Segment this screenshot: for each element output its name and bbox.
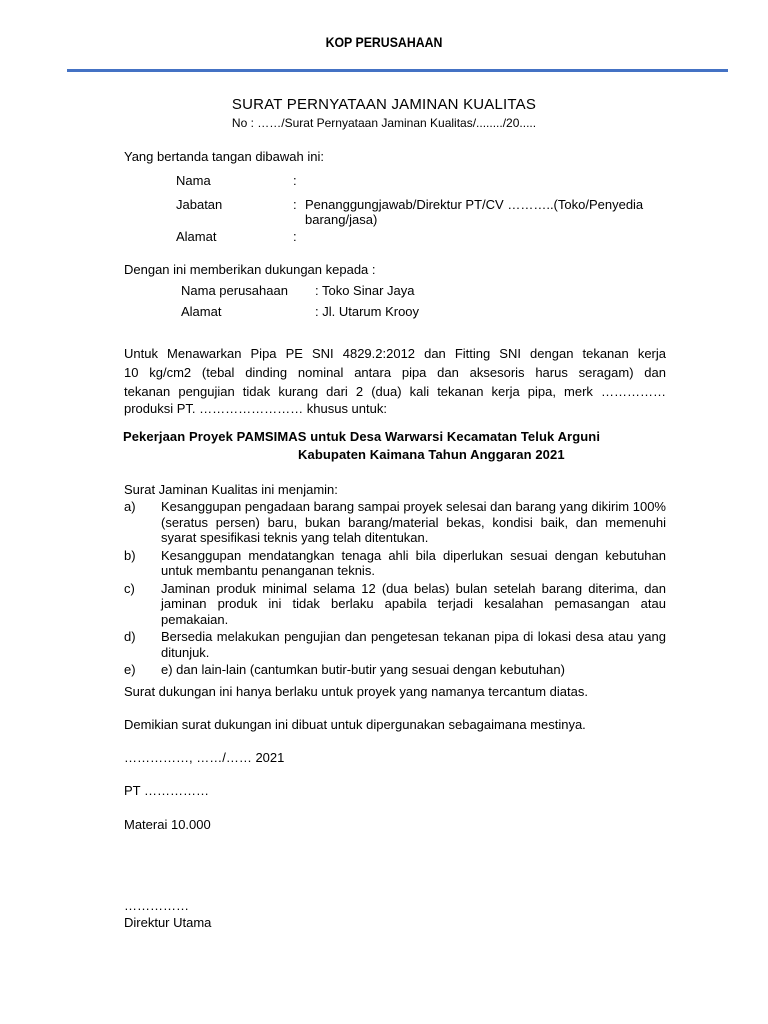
list-text: Kesanggupan mendatangkan tenaga ahli bila diperlukan sesuai dengan kebutuhan untuk membantu penanganan teknis. xyxy=(161,547,666,578)
signer-address-label: Alamat xyxy=(176,229,217,244)
project-line-2: Kabupaten Kaimana Tahun Anggaran 2021 xyxy=(298,447,565,462)
document-number: No : ……/Surat Pernyataan Jaminan Kualitas/......../20..... xyxy=(231,116,537,130)
list-marker: c) xyxy=(124,580,135,596)
place-date: ……………, ……/…… 2021 xyxy=(124,750,285,765)
support-intro: Dengan ini memberikan dukungan kepada : xyxy=(124,262,376,277)
signer-name-label: Nama xyxy=(176,173,211,188)
signer-position-value-cont: barang/jasa) xyxy=(305,212,378,227)
letterhead: KOP PERUSAHAAN xyxy=(325,34,443,50)
offer-line-4: produksi PT. …………………… khusus untuk: xyxy=(124,401,387,416)
support-company-label: Nama perusahaan xyxy=(181,283,288,298)
list-marker: b) xyxy=(124,547,136,563)
list-text: Kesanggupan pengadaan barang sampai proyek selesai dan barang yang dikirim 100% (seratus persen) baru, bukan barang/material bekas, kondisi baik, dan memenuhi syarat spesifikasi teknis yang telah ditentukan. xyxy=(161,499,666,545)
signer-name-colon: : xyxy=(293,173,297,188)
letterhead-rule xyxy=(67,69,728,72)
signer-address-colon: : xyxy=(293,229,297,244)
support-company-value: : Toko Sinar Jaya xyxy=(315,283,415,298)
signer-position-value: Penanggungjawab/Direktur PT/CV ………..(Toko/Penyedia xyxy=(305,197,644,212)
list-item xyxy=(124,499,666,546)
guarantee-intro: Surat Jaminan Kualitas ini menjamin: xyxy=(124,482,338,497)
list-text: Bersedia melakukan pengujian dan pengetesan tekanan pipa di lokasi desa atau yang ditunjuk. xyxy=(161,629,666,660)
list-item xyxy=(124,581,666,628)
list-marker: e) xyxy=(124,662,136,677)
support-address-label: Alamat xyxy=(181,304,222,319)
signer-position-label: Jabatan xyxy=(176,197,223,212)
list-item xyxy=(124,548,666,579)
signature-role: Direktur Utama xyxy=(124,915,212,930)
offer-line-3: tekanan pengujian tidak kurang dari 2 (dua) kali tekanan kerja pipa, merk …………… xyxy=(124,384,666,399)
list-text: e) dan lain-lain (cantumkan butir-butir yang sesuai dengan kebutuhan) xyxy=(161,662,565,677)
document-title: SURAT PERNYATAAN JAMINAN KUALITAS xyxy=(231,96,537,113)
support-address-value: : Jl. Utarum Krooy xyxy=(315,304,420,319)
signature-name: …………… xyxy=(124,898,189,913)
company-sign: PT …………… xyxy=(124,783,209,798)
list-item xyxy=(124,629,666,660)
project-line-1: Pekerjaan Proyek PAMSIMAS untuk Desa Warwarsi Kecamatan Teluk Arguni xyxy=(122,429,601,444)
list-item xyxy=(124,662,666,678)
list-marker: a) xyxy=(124,499,136,514)
offer-line-2: 10 kg/cm2 (tebal dinding nominal antara pipa dan aksesoris harus seragam) dan xyxy=(124,365,666,380)
closing-text: Demikian surat dukungan ini dibuat untuk dipergunakan sebagaimana mestinya. xyxy=(124,717,586,732)
offer-line-1: Untuk Menawarkan Pipa PE SNI 4829.2:2012 dan Fitting SNI dengan tekanan kerja xyxy=(124,346,666,361)
stamp-label: Materai 10.000 xyxy=(124,817,211,832)
validity-note: Surat dukungan ini hanya berlaku untuk proyek yang namanya tercantum diatas. xyxy=(124,684,588,699)
list-text: Jaminan produk minimal selama 12 (dua belas) bulan setelah barang diterima, dan jaminan produk ini tidak berlaku apabila terjadi kesalahan pemasangan atau pemakaian. xyxy=(161,580,666,627)
list-marker: d) xyxy=(124,629,136,644)
guarantee-list xyxy=(124,499,666,680)
signer-position-colon: : xyxy=(293,197,297,212)
signer-intro: Yang bertanda tangan dibawah ini: xyxy=(124,149,324,164)
